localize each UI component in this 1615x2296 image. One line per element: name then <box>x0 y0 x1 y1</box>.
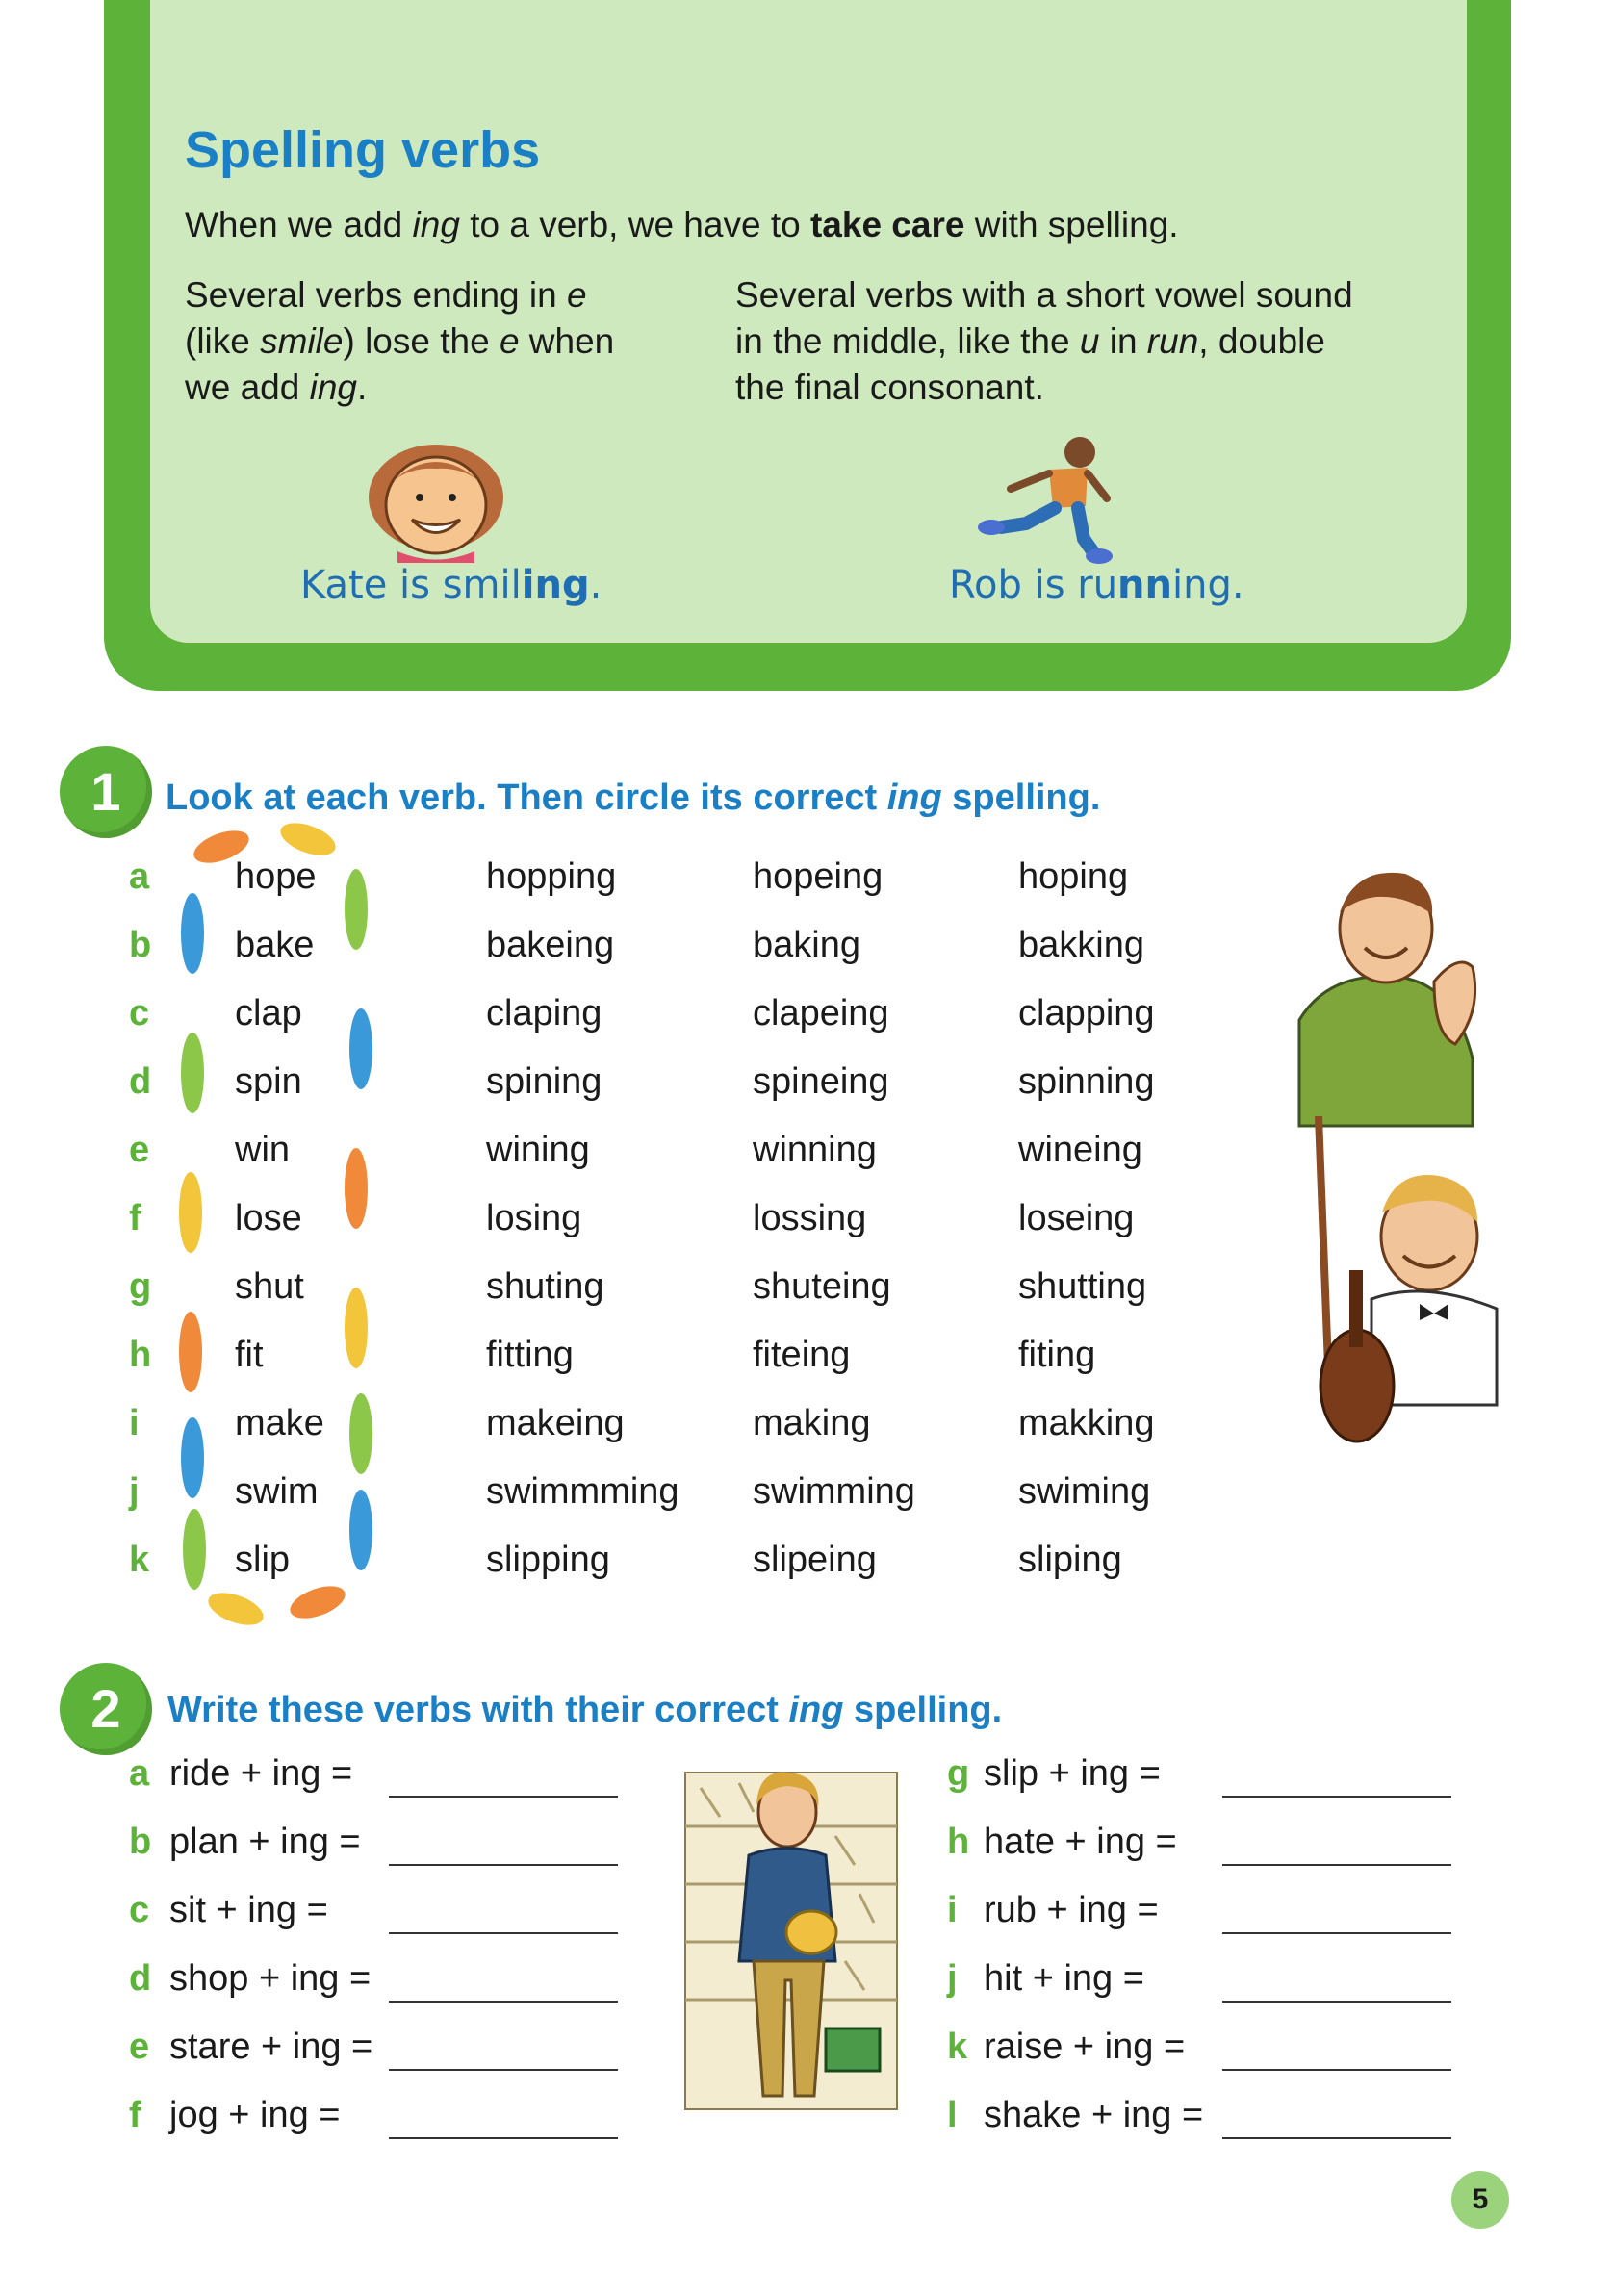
woman-shopping-illustration <box>681 1769 901 2115</box>
list-item: c sit + ing = <box>129 1890 620 1948</box>
answer-option[interactable]: makeing <box>486 1403 625 1443</box>
answer-option[interactable]: bakeing <box>486 925 615 965</box>
page-title: Spelling verbs <box>185 121 541 179</box>
list-item: d shop + ing = <box>129 1958 620 2016</box>
caption-kate: Kate is smiling. <box>300 563 602 607</box>
exercise-1-number: 1 <box>60 746 152 838</box>
answer-line[interactable] <box>1222 2137 1451 2139</box>
answer-option[interactable]: spining <box>486 1061 602 1102</box>
answer-option[interactable]: spinning <box>1018 1061 1155 1102</box>
list-item: b plan + ing = <box>129 1822 620 1879</box>
list-item: i rub + ing = <box>947 1890 1457 1948</box>
answer-option[interactable]: claping <box>486 993 602 1033</box>
answer-option[interactable]: winning <box>753 1130 877 1170</box>
answer-line[interactable] <box>389 1796 618 1798</box>
answer-line[interactable] <box>389 2001 618 2003</box>
answer-line[interactable] <box>1222 1864 1451 1866</box>
answer-option[interactable]: shuteing <box>753 1266 891 1307</box>
answer-option[interactable]: bakking <box>1018 925 1144 965</box>
answer-option[interactable]: wineing <box>1018 1130 1142 1170</box>
answer-option[interactable]: hoping <box>1018 856 1129 897</box>
exercise-2-number: 2 <box>60 1663 152 1755</box>
boy-running-illustration <box>972 431 1116 566</box>
answer-option[interactable]: baking <box>753 925 860 965</box>
list-item: k raise + ing = <box>947 2027 1457 2084</box>
answer-option[interactable]: lossing <box>753 1198 867 1238</box>
answer-option[interactable]: making <box>753 1403 871 1443</box>
page-number: 5 <box>1451 2171 1509 2229</box>
exercise-2-title: Write these verbs with their correct ing spelling. <box>167 1690 1003 1730</box>
list-item: h hate + ing = <box>947 1822 1457 1879</box>
list-item: a ride + ing = <box>129 1753 620 1811</box>
answer-option[interactable]: sliping <box>1018 1540 1122 1580</box>
answer-line[interactable] <box>389 2069 618 2071</box>
answer-line[interactable] <box>389 1864 618 1866</box>
answer-option[interactable]: wining <box>486 1130 590 1170</box>
list-item: e stare + ing = <box>129 2027 620 2084</box>
answer-line[interactable] <box>1222 2069 1451 2071</box>
answer-line[interactable] <box>389 1932 618 1934</box>
answer-option[interactable]: fiteing <box>753 1335 851 1375</box>
answer-option[interactable]: losing <box>486 1198 582 1238</box>
answer-option[interactable]: swimming <box>753 1471 915 1512</box>
intro-text: When we add ing to a verb, we have to take care with spelling. <box>185 205 1179 244</box>
answer-option[interactable]: slipeing <box>753 1540 877 1580</box>
answer-option[interactable]: clapeing <box>753 993 889 1033</box>
list-item: f jog + ing = <box>129 2095 620 2153</box>
answer-line[interactable] <box>389 2137 618 2139</box>
men-clapping-violin-illustration <box>1290 866 1501 1453</box>
answer-option[interactable]: fiting <box>1018 1335 1096 1375</box>
list-item: j hit + ing = <box>947 1958 1457 2016</box>
answer-option[interactable]: loseing <box>1018 1198 1135 1238</box>
answer-option[interactable]: clapping <box>1018 993 1155 1033</box>
answer-line[interactable] <box>1222 1932 1451 1934</box>
answer-option[interactable]: slipping <box>486 1540 610 1580</box>
answer-option[interactable]: shutting <box>1018 1266 1147 1307</box>
girl-smiling-illustration <box>354 438 518 563</box>
rule-double-consonant: Several verbs with a short vowel sound in the middle, like the u in run, double the final consonant. <box>735 275 1353 407</box>
answer-option[interactable]: fitting <box>486 1335 574 1375</box>
answer-line[interactable] <box>1222 1796 1451 1798</box>
answer-option[interactable]: hopping <box>486 856 617 897</box>
exercise-1-title: Look at each verb. Then circle its correct ing spelling. <box>166 778 1101 818</box>
answer-option[interactable]: swiming <box>1018 1471 1151 1512</box>
caption-rob: Rob is running. <box>949 563 1244 607</box>
list-item: g slip + ing = <box>947 1753 1457 1811</box>
answer-option[interactable]: makking <box>1018 1403 1155 1443</box>
answer-option[interactable]: shuting <box>486 1266 604 1307</box>
list-item: l shake + ing = <box>947 2095 1457 2153</box>
answer-option[interactable]: swimmming <box>486 1471 679 1512</box>
answer-option[interactable]: spineing <box>753 1061 889 1102</box>
rule-drop-e: Several verbs ending in e (like smile) lose the e when we add ing. <box>185 275 615 407</box>
answer-option[interactable]: hopeing <box>753 856 884 897</box>
answer-line[interactable] <box>1222 2001 1451 2003</box>
